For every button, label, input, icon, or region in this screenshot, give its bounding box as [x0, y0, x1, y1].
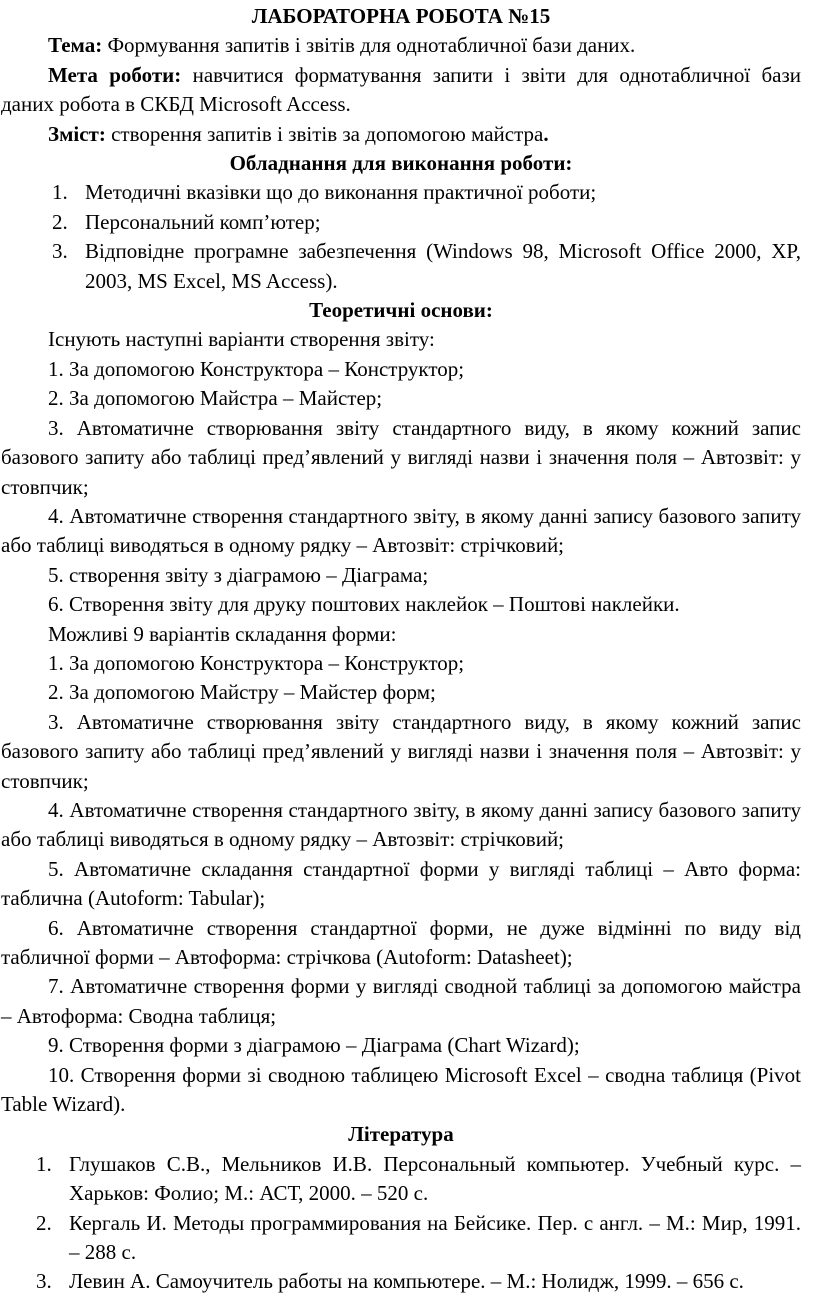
- form-option: 9. Створення форми з діаграмою – Діаграма (Chart Wizard);: [48, 1033, 580, 1058]
- list-item: [1, 1267, 801, 1296]
- goal-text: навчитися форматування запити і звіти для однотабличної бази даних робота в СКБД Microsoft Access.: [1, 62, 801, 117]
- list-item-text: Левин А. Самоучитель работы на компьютере. – М.: Нолидж, 1999. – 656 с.: [69, 1269, 744, 1294]
- list-item-number: 3.: [36, 1269, 52, 1294]
- list-item-number: 2.: [52, 209, 68, 234]
- goal-label: Мета роботи:: [48, 62, 182, 87]
- report-option: 3. Автоматичне створювання звіту стандартного виду, в якому кожний запис базового запиту або таблиці пред’явлений у вигляді назви і значення поля – Автозвіт: у стовпчик;: [1, 415, 801, 499]
- list-item-text: Відповідне програмне забезпечення (Windows 98, Microsoft Office 2000, XP, 2003, MS Excel, MS Access).: [85, 239, 801, 293]
- topic-text: Формування запитів і звітів для однотабличної бази даних.: [107, 33, 636, 58]
- form-option: 6. Автоматичне створення стандартної форми, не дуже відмінні по виду від табличної форми – Автоформа: стрічкова (Autoform: Datasheet);: [1, 915, 801, 969]
- form-option: 10. Створення форми зі сводною таблицею Microsoft Excel – сводна таблиця (Pivot Table Wizard).: [1, 1062, 801, 1117]
- report-option: 1. За допомогою Конструктора – Конструктор;: [48, 356, 465, 381]
- document-page: [0, 2, 801, 1297]
- content-end: .: [543, 121, 549, 146]
- list-item: [1, 1209, 801, 1268]
- theory-heading: Теоретичні основи:: [309, 298, 493, 323]
- list-item-text: Кергаль И. Методы программирования на Бейсике. Пер. с англ. – М.: Мир, 1991. – 288 с.: [69, 1210, 801, 1265]
- report-option: 5. створення звіту з діаграмою – Діаграма;: [48, 562, 429, 587]
- form-option: 1. За допомогою Конструктора – Конструктор;: [48, 650, 465, 675]
- content-label: Зміст:: [48, 121, 106, 146]
- report-option: 2. За допомогою Майстра – Майстер;: [48, 386, 383, 411]
- list-item: [1, 237, 801, 296]
- list-item-number: 1.: [36, 1151, 52, 1176]
- equipment-heading: Обладнання для виконання роботи:: [229, 151, 573, 176]
- list-item: [1, 208, 801, 237]
- content-text: створення запитів і звітів за допомогою майстра: [111, 121, 544, 146]
- report-option: 4. Автоматичне створення стандартного звіту, в якому данні запису базового запиту або таблиці виводяться в одному рядку – Автозвіт: стрічковий;: [1, 503, 801, 558]
- goal-line: [1, 61, 801, 120]
- page-title: ЛАБОРАТОРНА РОБОТА №15: [251, 4, 551, 28]
- list-item: [1, 178, 801, 207]
- form-option: 2. За допомогою Майстру – Майстер форм;: [48, 680, 436, 705]
- list-item-number: 2.: [36, 1210, 52, 1235]
- form-option: 3. Автоматичне створювання звіту стандартного виду, в якому кожний запис базового запиту або таблиці пред’явлений у вигляді назви і значення поля – Автозвіт: у стовпчик;: [1, 709, 801, 793]
- equipment-list: [1, 178, 801, 296]
- list-item-number: 3.: [52, 239, 68, 264]
- literature-heading: Література: [348, 1122, 454, 1147]
- list-item-text: Персональний комп’ютер;: [85, 209, 321, 234]
- form-option: 4. Автоматичне створення стандартного звіту, в якому данні запису базового запиту або таблиці виводяться в одному рядку – Автозвіт: стрічковий;: [1, 797, 801, 852]
- content-line: [1, 120, 801, 149]
- reports-intro: Існують наступні варіанти створення звіту:: [48, 327, 435, 352]
- list-item: [1, 1150, 801, 1209]
- forms-intro: Можливі 9 варіантів складання форми:: [48, 621, 397, 646]
- literature-list: [1, 1150, 801, 1297]
- form-option: 7. Автоматичне створення форми у вигляді сводной таблиці за допомогою майстра – Автоформа: Сводна таблиця;: [1, 974, 801, 1028]
- report-option: 6. Створення звіту для друку поштових наклейок – Поштові наклейки.: [48, 592, 680, 617]
- list-item-number: 1.: [52, 180, 68, 205]
- form-option: 5. Автоматичне складання стандартної форми у вигляді таблиці – Авто форма: таблична (Autoform: Tabular);: [1, 856, 801, 911]
- topic-line: [1, 31, 801, 60]
- topic-label: Тема:: [48, 33, 103, 58]
- list-item-text: Методичні вказівки що до виконання практичної роботи;: [85, 180, 597, 205]
- list-item-text: Глушаков С.В., Мельников И.В. Персональный компьютер. Учебный курс. – Харьков: Фолио; М.: АСТ, 2000. – 520 с.: [69, 1151, 801, 1206]
